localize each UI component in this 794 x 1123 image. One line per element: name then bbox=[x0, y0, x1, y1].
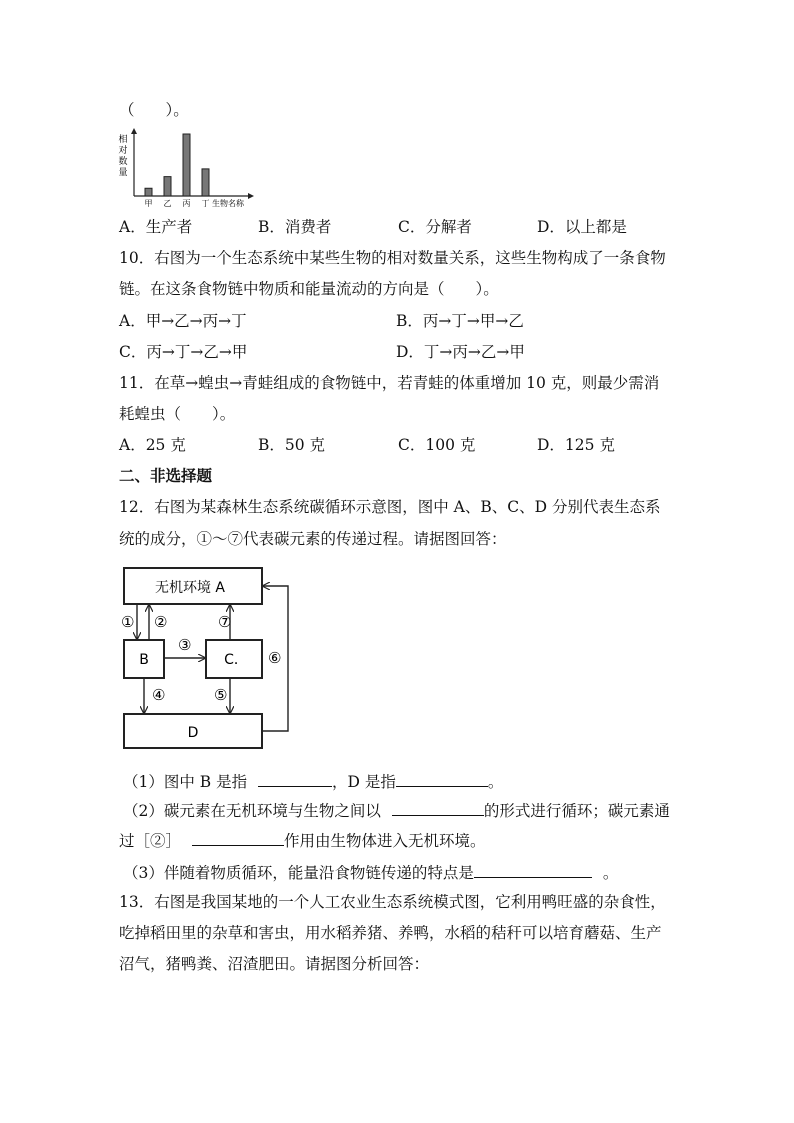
label-7: ⑦ bbox=[218, 613, 232, 631]
y-axis-arrow bbox=[131, 128, 137, 134]
q10-option-c: C．丙→丁→乙→甲 bbox=[119, 343, 248, 361]
q12-sub1-text-c: 。 bbox=[487, 773, 504, 791]
box-b-label: B bbox=[139, 652, 149, 668]
q9-option-a: A．生产者 bbox=[119, 218, 193, 236]
q10-stem-line2: 链。在这条食物链中物质和能量流动的方向是（ ）。 bbox=[119, 280, 499, 298]
box-a-label: 无机环境 A bbox=[154, 580, 226, 596]
carbon-cycle-diagram bbox=[118, 562, 298, 757]
x-tick-label: 丙 bbox=[182, 199, 191, 208]
q12-sub1 bbox=[123, 770, 503, 792]
q12-stem-line1: 12．右图为某森林生态系统碳循环示意图，图中 A、B、C、D 分别代表生态系 bbox=[119, 498, 661, 516]
q12-sub2b-text-a: 过［②］ bbox=[119, 832, 182, 850]
q12-sub2b-text-b: 作用由生物体进入无机环境。 bbox=[283, 832, 486, 850]
q10-option-b: B．丙→丁→甲→乙 bbox=[396, 312, 524, 330]
q9-bracket: （ ）。 bbox=[119, 101, 189, 119]
q11-option-a: A．25 克 bbox=[119, 436, 186, 454]
x-tick-label: 甲 bbox=[144, 199, 153, 208]
x-axis-arrow bbox=[248, 193, 254, 199]
q10-stem-line1: 10．右图为一个生态系统中某些生物的相对数量关系，这些生物构成了一条食物 bbox=[119, 249, 666, 267]
q9-option-c: C．分解者 bbox=[398, 218, 472, 236]
answer-blank-process-2[interactable] bbox=[192, 829, 284, 846]
q9-option-b: B．消费者 bbox=[258, 218, 332, 236]
answer-blank-d-meaning[interactable] bbox=[396, 770, 488, 787]
answer-blank-carbon-form[interactable] bbox=[392, 799, 484, 816]
q12-sub2-text-a: （2）碳元素在无机环境与生物之间以 bbox=[123, 802, 381, 820]
label-1: ① bbox=[121, 613, 135, 631]
q11-option-c: C．100 克 bbox=[398, 436, 476, 454]
y-axis-label-char: 相 bbox=[118, 135, 128, 145]
q11-option-b: B．50 克 bbox=[258, 436, 326, 454]
q12-sub3-text-b: 。 bbox=[602, 864, 619, 882]
q12-sub1-text-a: （1）图中 B 是指 bbox=[123, 773, 248, 791]
bar-乙 bbox=[164, 177, 171, 196]
bar-丙 bbox=[183, 134, 190, 196]
y-axis-label-char: 量 bbox=[118, 168, 128, 178]
answer-blank-b-meaning[interactable] bbox=[258, 770, 332, 787]
label-6: ⑥ bbox=[268, 649, 282, 667]
section-heading: 二、非选择题 bbox=[119, 466, 213, 485]
x-tick-label: 乙 bbox=[163, 199, 172, 208]
x-axis-label: 生物名称 bbox=[212, 199, 244, 208]
q13-stem-line1: 13．右图是我国某地的一个人工农业生态系统模式图，它利用鸭旺盛的杂食性， bbox=[119, 893, 666, 911]
q13-stem-line2: 吃掉稻田里的杂草和害虫，用水稻养猪、养鸭，水稻的秸秆可以培育蘑菇、生产 bbox=[119, 924, 662, 942]
q12-stem-line2: 统的成分，①～⑦代表碳元素的传递过程。请据图回答： bbox=[119, 530, 507, 548]
label-4: ④ bbox=[152, 686, 166, 704]
q12-sub3 bbox=[123, 861, 618, 883]
q12-sub2-cont bbox=[119, 829, 485, 851]
x-tick-label: 丁 bbox=[201, 199, 210, 208]
y-axis-label bbox=[118, 133, 127, 178]
q13-stem-line3: 沼气，猪鸭粪、沼渣肥田。请据图分析回答： bbox=[119, 955, 430, 973]
q11-stem-line1: 11．在草→蝗虫→青蛙组成的食物链中，若青蛙的体重增加 10 克，则最少需消 bbox=[119, 374, 660, 392]
answer-blank-energy-flow[interactable] bbox=[474, 861, 592, 878]
label-5: ⑤ bbox=[214, 686, 228, 704]
q12-sub2-text-b: 的形式进行循环；碳元素通 bbox=[483, 802, 670, 820]
q12-sub2 bbox=[123, 799, 670, 821]
q11-option-d: D．125 克 bbox=[537, 436, 615, 454]
label-2: ② bbox=[154, 613, 168, 631]
q9-option-d: D．以上都是 bbox=[537, 218, 627, 236]
y-axis-label-char: 对 bbox=[118, 146, 128, 156]
q12-sub3-text-a: （3）伴随着物质循环，能量沿食物链传递的特点是 bbox=[123, 864, 474, 882]
y-axis-label-char: 数 bbox=[118, 157, 128, 167]
box-d-label: D bbox=[187, 725, 199, 741]
bar-甲 bbox=[145, 188, 152, 196]
box-c-label: C． bbox=[224, 652, 248, 668]
q9-bar-chart bbox=[115, 128, 265, 210]
q12-sub1-text-b: ，D 是指 bbox=[332, 773, 396, 791]
q10-option-d: D．丁→丙→乙→甲 bbox=[396, 343, 525, 361]
q11-stem-line2: 耗蝗虫（ ）。 bbox=[119, 405, 236, 423]
q10-option-a: A．甲→乙→丙→丁 bbox=[119, 312, 247, 330]
label-3: ③ bbox=[178, 636, 192, 654]
bar-丁 bbox=[202, 169, 209, 196]
